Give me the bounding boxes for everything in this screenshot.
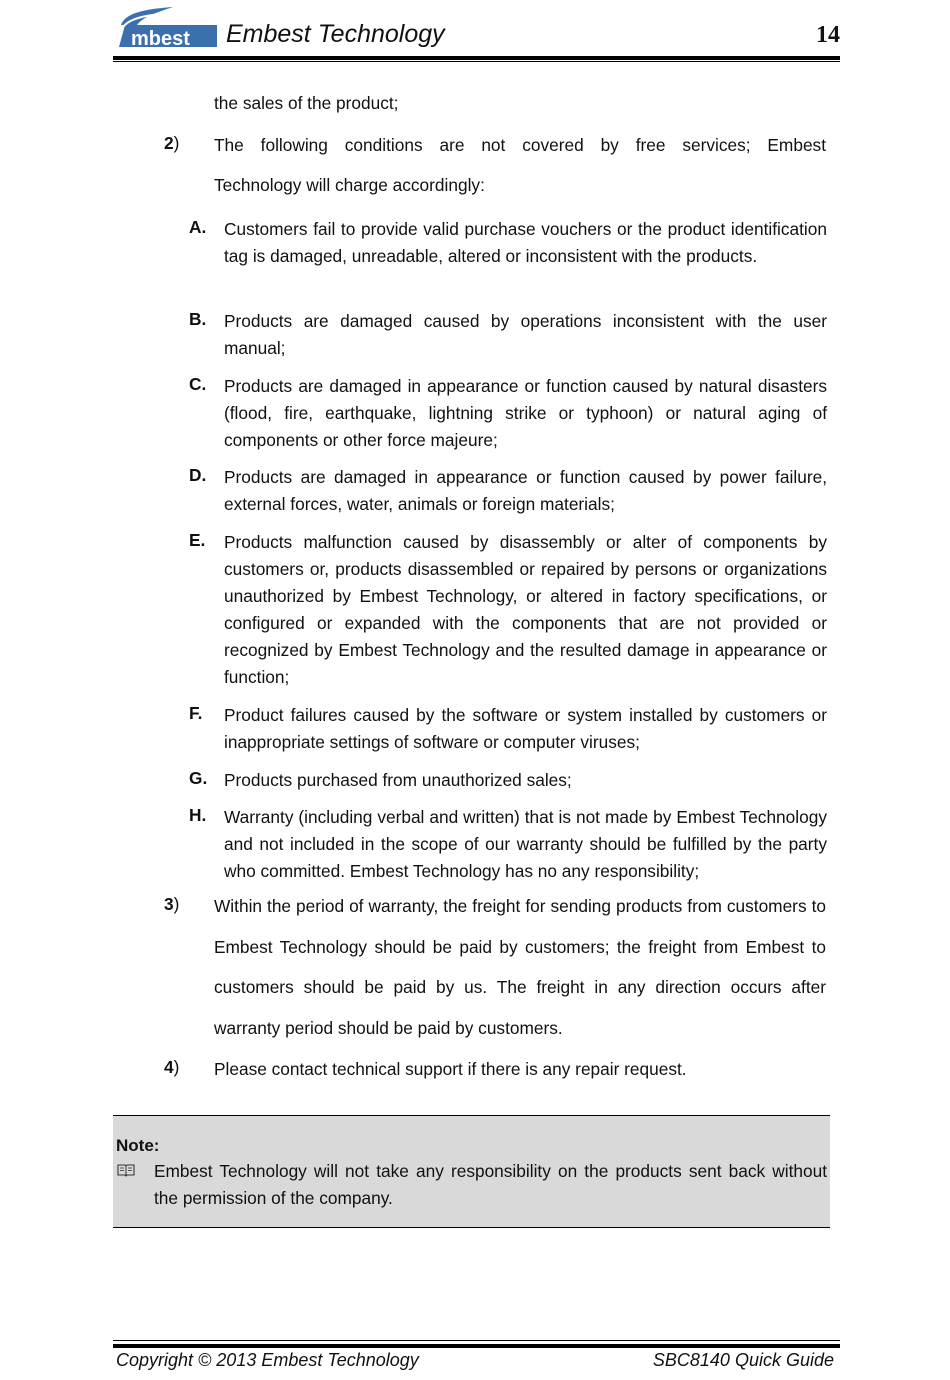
footer-rule xyxy=(113,1344,840,1348)
condition-letter: F. xyxy=(189,703,203,723)
condition-text: Products malfunction caused by disassembly or alter of components by customers or, products disassembled or repaired by persons or organizations unauthorized by Embest Technology, or altered in factory specifications, or configured or expanded with the components that are not provided or recognized by Embest Technology and the resulted damage in appearance or function; xyxy=(224,532,827,687)
page-number: 14 xyxy=(816,22,840,48)
footer-copyright: Copyright © 2013 Embest Technology xyxy=(116,1350,419,1370)
item-3-number: 3) xyxy=(164,894,180,914)
header-rule xyxy=(113,56,840,60)
footer-guide-name: SBC8140 Quick Guide xyxy=(652,1350,834,1370)
note-text: Embest Technology will not take any responsibility on the products sent back without the permission of the company. xyxy=(154,1161,827,1208)
item-4-text: Please contact technical support if there is any repair request. xyxy=(214,1059,687,1079)
item-2-line2: Technology will charge accordingly: xyxy=(214,175,485,195)
condition-text: Products purchased from unauthorized sales; xyxy=(224,770,572,790)
page-header xyxy=(113,0,840,62)
logo-wordmark: mbest xyxy=(131,28,190,49)
page-footer xyxy=(113,1340,840,1380)
condition-letter: A. xyxy=(189,217,207,237)
footer-rule-thin xyxy=(113,1340,840,1341)
condition-text: Products are damaged in appearance or function caused by natural disasters (flood, fire, earthquake, lightning strike or typhoon) or natural aging of components or other force majeure; xyxy=(224,376,827,450)
continuation-text: the sales of the product; xyxy=(214,93,399,113)
condition-text: Product failures caused by the software or system installed by customers or inappropriate settings of software or computer viruses; xyxy=(224,705,827,752)
condition-letter: B. xyxy=(189,309,207,329)
header-title: Embest Technology xyxy=(226,20,445,48)
condition-letter: E. xyxy=(189,530,206,550)
condition-text: Products are damaged caused by operations inconsistent with the user manual; xyxy=(224,311,827,358)
note-box xyxy=(113,1115,830,1228)
embest-logo xyxy=(115,5,219,49)
item-4-number: 4) xyxy=(164,1057,180,1077)
note-label: Note: xyxy=(116,1136,160,1155)
item-3-text: Within the period of warranty, the freight for sending products from customers to Embest Technology should be paid by customers; the freight from Embest to customers should be paid by us. The freight in any direction occurs after warranty period should be paid by customers. xyxy=(214,896,826,1038)
condition-text: Warranty (including verbal and written) that is not made by Embest Technology and not included in the scope of our warranty should be fulfilled by the party who committed. Embest Technology has no any responsibility; xyxy=(224,807,827,881)
condition-letter: C. xyxy=(189,374,207,394)
item-2-number: 2) xyxy=(164,133,180,153)
condition-text: Customers fail to provide valid purchase vouchers or the product identification tag is damaged, unreadable, altered or inconsistent with the products. xyxy=(224,219,827,266)
condition-letter: H. xyxy=(189,805,207,825)
condition-letter: G. xyxy=(189,768,208,788)
book-icon xyxy=(117,1163,135,1177)
condition-letter: D. xyxy=(189,465,207,485)
header-rule-thin xyxy=(113,61,840,62)
item-2-line1: The following conditions are not covered by free services; Embest xyxy=(214,135,826,155)
condition-text: Products are damaged in appearance or function caused by power failure, external forces, water, animals or foreign materials; xyxy=(224,467,827,514)
